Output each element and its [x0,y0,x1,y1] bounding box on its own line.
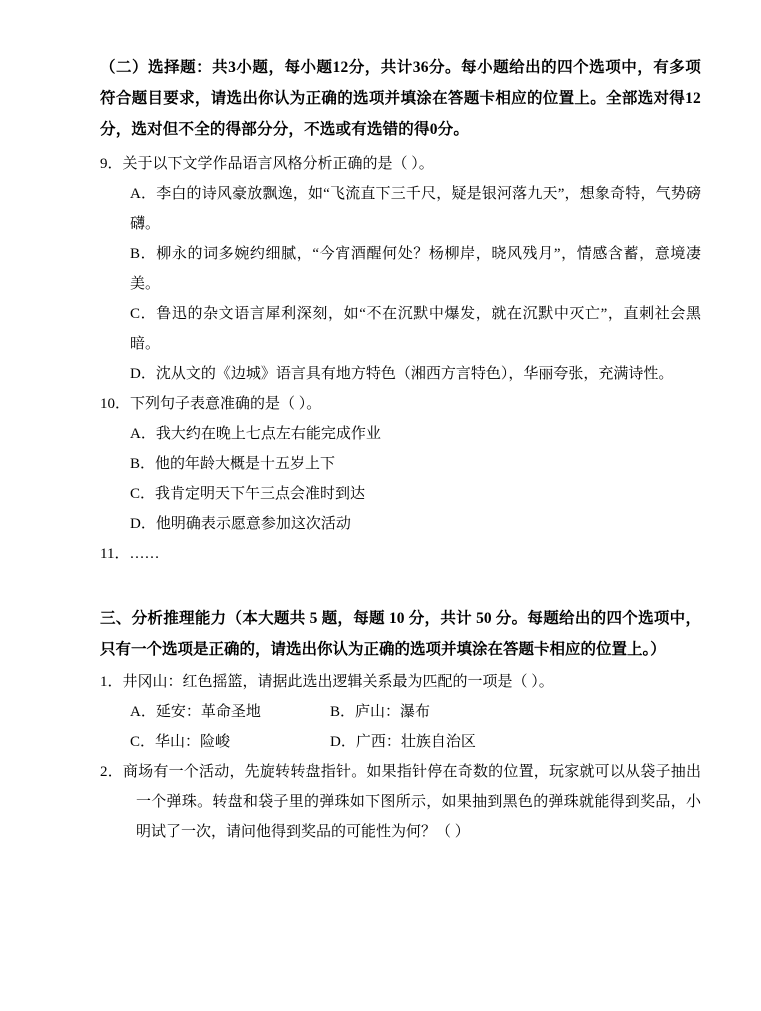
question-9-option-c: C．鲁迅的杂文语言犀利深刻，如“不在沉默中爆发，就在沉默中灭亡”，直刺社会黑暗。 [130,306,701,352]
question-10-stem: 10．下列句子表意准确的是（ ）。 [100,396,322,412]
question-9-option-d: D．沈从文的《边城》语言具有地方特色（湘西方言特色），华丽夸张，充满诗性。 [130,366,674,382]
section3-question-1-option-c: C．华山：险峻 [130,734,231,750]
section2-heading: （二）选择题：共3小题，每小题12分，共计36分。每小题给出的四个选项中，有多项符合题目要求，请选出你认为正确的选项并填涂在答题卡相应的位置上。全部选对得12分，选对但不全的得部分分，不选或有选错的得0分。 [100,59,701,138]
section3-question-1-option-d: D．广西：壮族自治区 [330,734,476,750]
section3-question-1-stem: 1．井冈山：红色摇篮，请据此选出逻辑关系最为匹配的一项是（ ）。 [100,674,554,690]
question-9-stem: 9．关于以下文学作品语言风格分析正确的是（ ）。 [100,156,434,172]
question-10-option-b: B．他的年龄大概是十五岁上下 [130,456,336,472]
section3-question-1-option-row-2 [100,727,701,757]
section3-question-1-option-b: B．庐山：瀑布 [330,704,431,720]
question-10-option-d: D．他明确表示愿意参加这次活动 [130,516,351,532]
question-10-option-c: C．我肯定明天下午三点会准时到达 [130,486,366,502]
question-9-option-b: B．柳永的词多婉约细腻，“今宵酒醒何处？杨柳岸，晓风残月”，情感含蓄，意境凄美。 [130,246,701,292]
question-9-option-a: A．李白的诗风豪放飘逸，如“飞流直下三千尺，疑是银河落九天”，想象奇特，气势磅礴。 [130,186,701,232]
section3-question-2-stem: 2．商场有一个活动，先旋转转盘指针。如果指针停在奇数的位置，玩家就可以从袋子抽出一个弹珠。转盘和袋子里的弹珠如下图所示，如果抽到黑色的弹珠就能得到奖品，小明试了一次，请问他得到奖品的可能性为何？（ ） [100,764,701,840]
question-11-stem: 11．…… [100,546,160,562]
section3-question-1-option-row-1 [100,697,701,727]
section-spacer [100,569,701,603]
question-10-option-a: A．我大约在晚上七点左右能完成作业 [130,426,381,442]
section3-heading: 三、分析推理能力（本大题共 5 题，每题 10 分，共计 50 分。每题给出的四个选项中，只有一个选项是正确的，请选出你认为正确的选项并填涂在答题卡相应的位置上。） [100,610,701,658]
section3-question-1-option-a: A．延安：革命圣地 [130,704,261,720]
